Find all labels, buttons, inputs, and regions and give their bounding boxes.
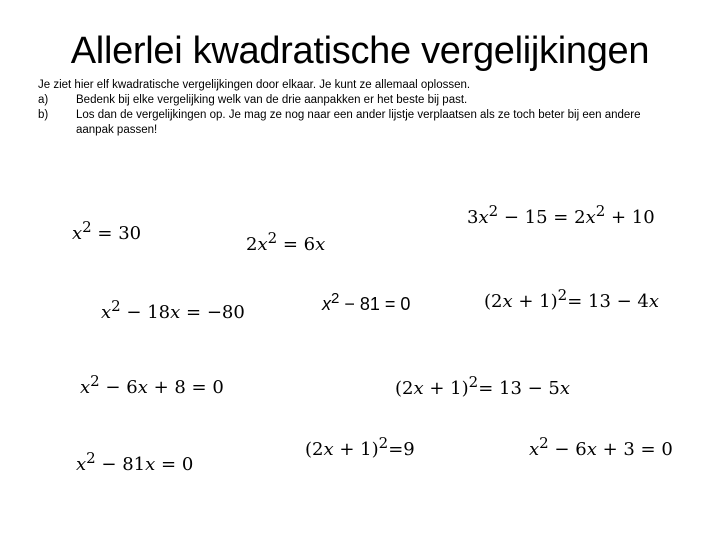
equation-2: $2x^2 = 6x$ xyxy=(246,229,326,255)
instruction-b-continued: aanpak passen! xyxy=(76,124,158,136)
equation-8: $(2x + 1)^2= 13 - 5x$ xyxy=(395,373,571,399)
equation-1: $x^2 = 30$ xyxy=(72,218,142,244)
equation-5: $x^2 - 81 = 0$ xyxy=(322,290,411,314)
instruction-a xyxy=(38,93,708,108)
instruction-a-label: a) xyxy=(38,94,49,106)
equation-3: $3x^2 - 15 = 2x^2 + 10$ xyxy=(467,202,655,228)
intro-line xyxy=(38,78,708,93)
equation-11: $x^2 - 81x = 0$ xyxy=(76,449,194,475)
equation-9: $(2x + 1)^2=9$ xyxy=(305,434,415,460)
instruction-a-text: Bedenk bij elke vergelijking welk van de drie aanpakken er het beste bij past. xyxy=(76,94,468,106)
intro-text: Je ziet hier elf kwadratische vergelijkingen door elkaar. Je kunt ze allemaal oplossen. xyxy=(38,79,471,91)
instructions xyxy=(38,78,708,138)
equation-4: $x^2 - 18x = -80$ xyxy=(101,297,245,323)
page-title: Allerlei kwadratische vergelijkingen xyxy=(70,30,650,72)
equation-6: $(2x + 1)^2= 13 - 4x$ xyxy=(484,286,660,312)
equation-10: $x^2 - 6x + 3 = 0$ xyxy=(529,434,673,460)
instruction-b-text: Los dan de vergelijkingen op. Je mag ze nog naar een ander lijstje verplaatsen als ze toch beter bij een andere xyxy=(76,109,641,121)
instruction-b-label: b) xyxy=(38,109,49,121)
instruction-b xyxy=(38,108,708,123)
equation-7: $x^2 - 6x + 8 = 0$ xyxy=(80,372,224,398)
